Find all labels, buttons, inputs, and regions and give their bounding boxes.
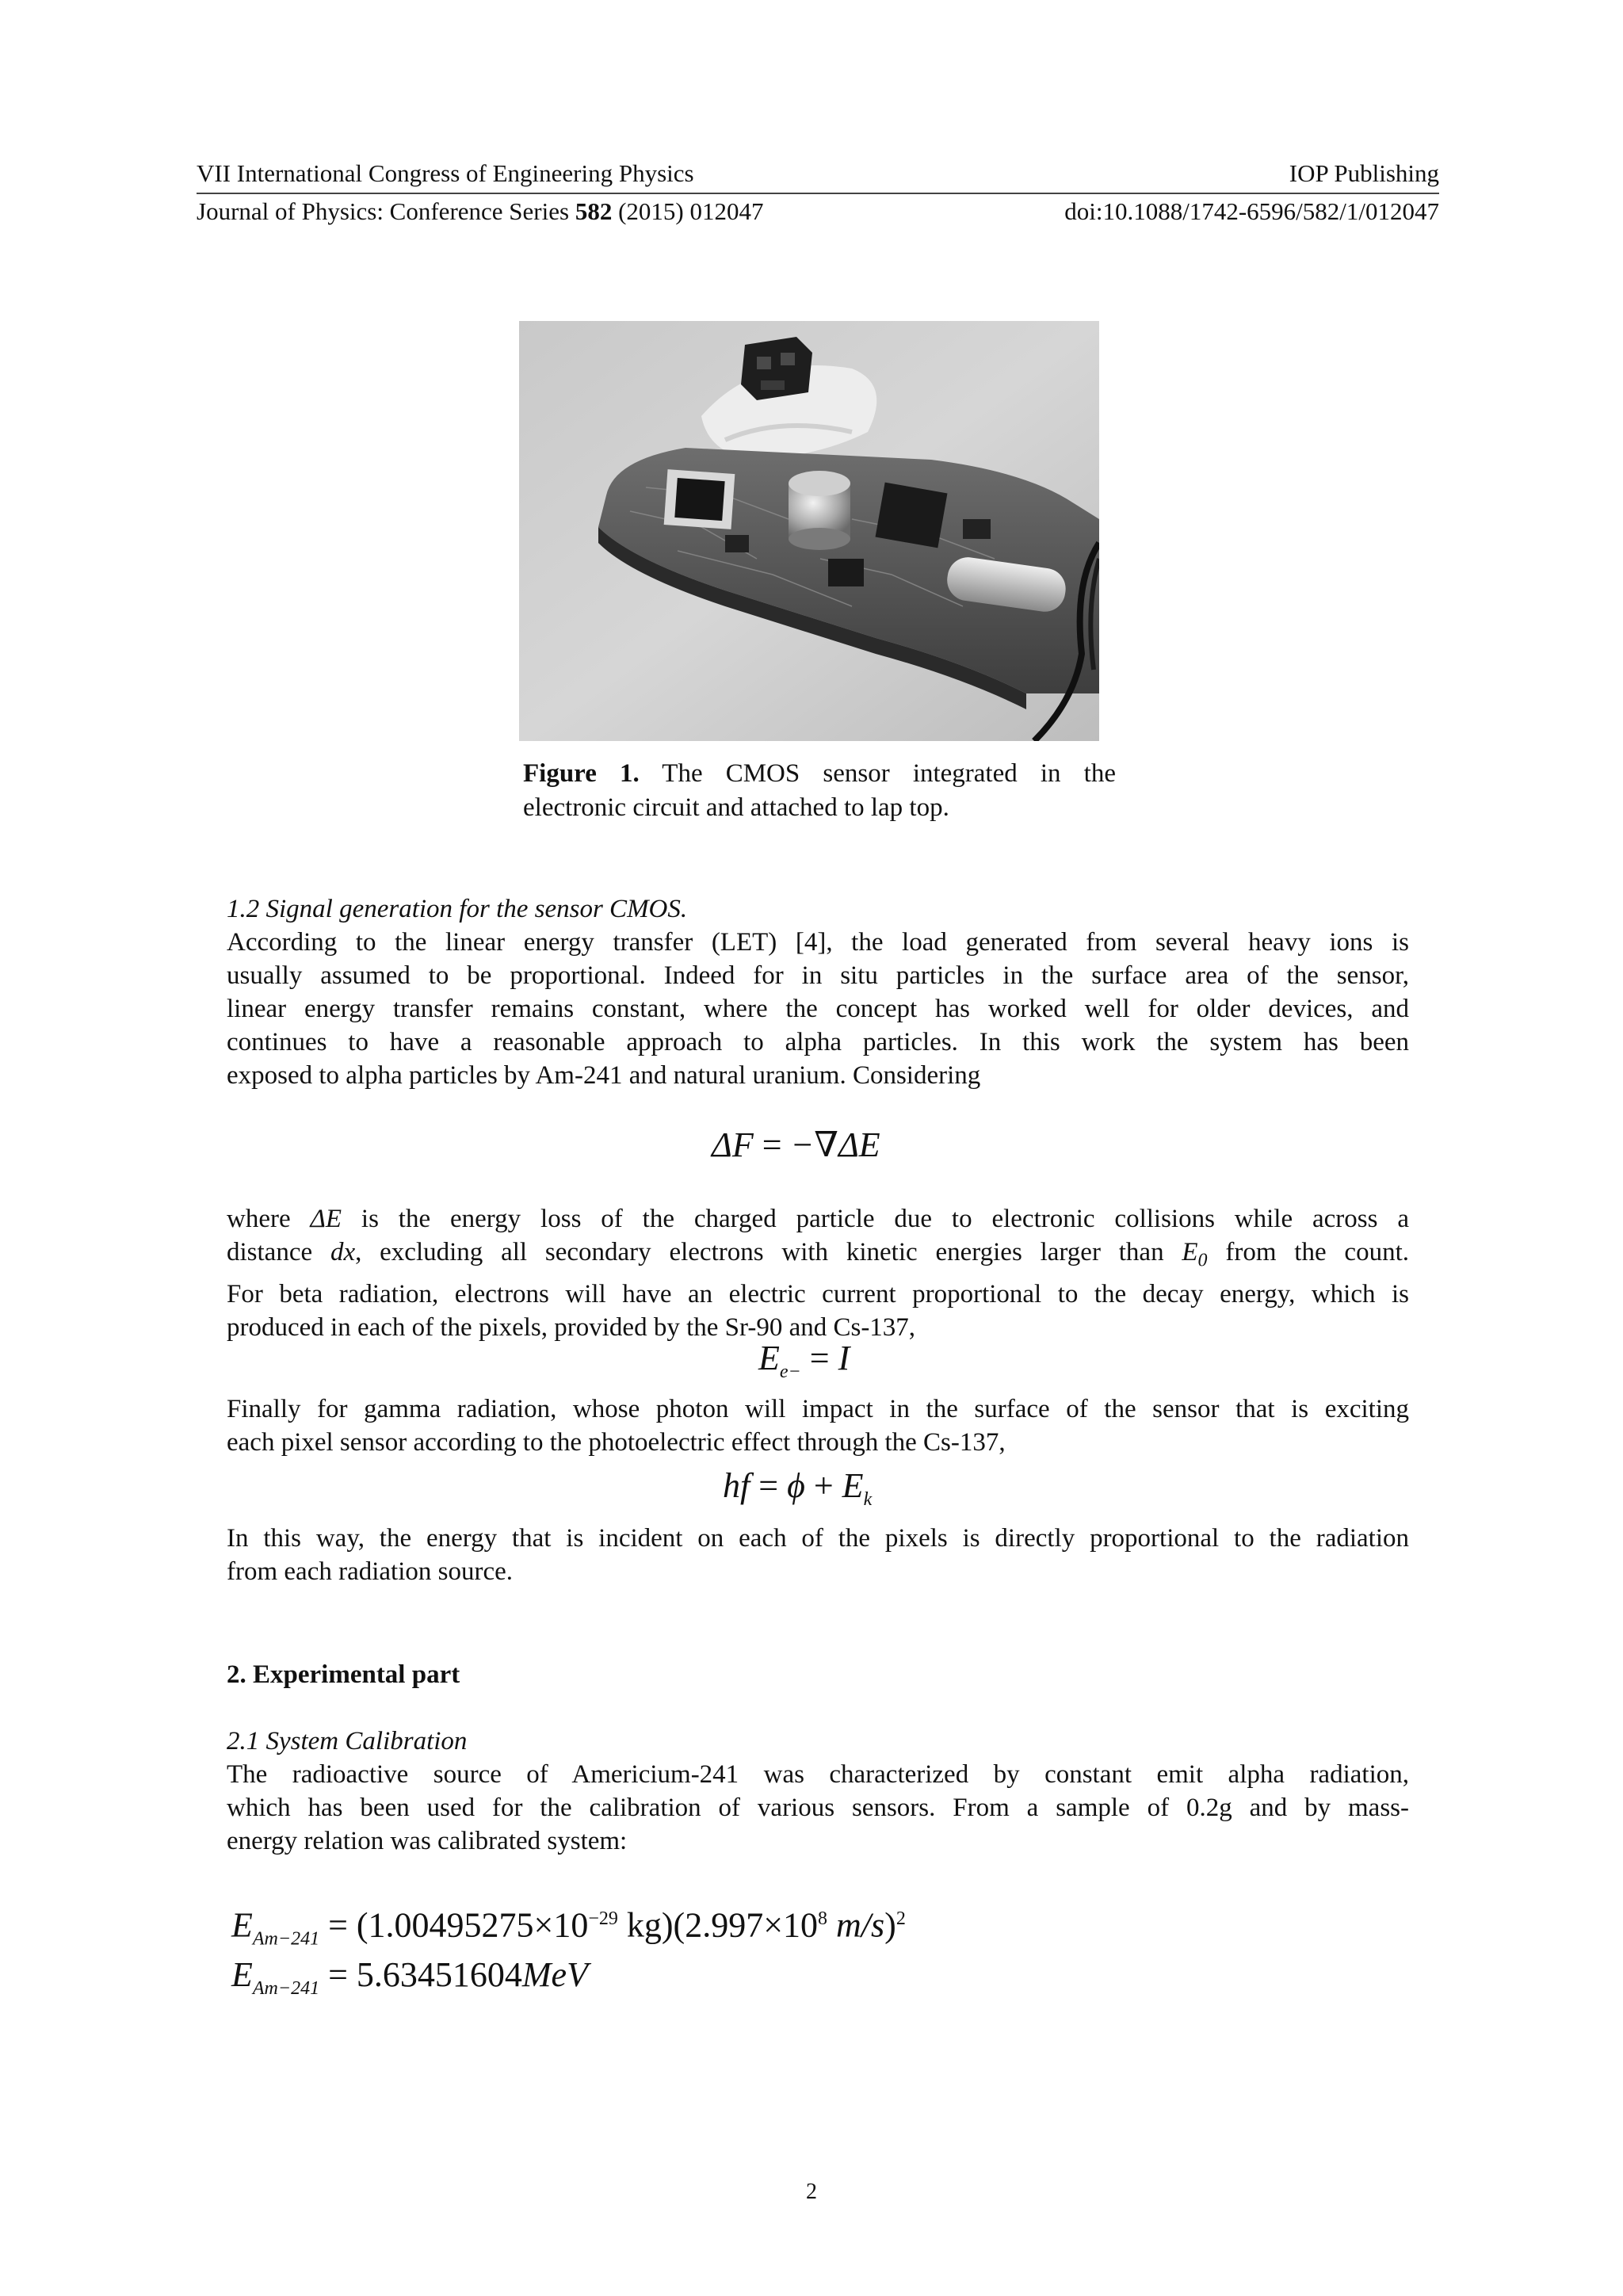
eq5-e: E xyxy=(231,1955,253,1994)
text-run: dx xyxy=(330,1238,356,1266)
caption-line-1: The CMOS sensor integrated in the xyxy=(662,759,1116,788)
paragraph-line: continues to have a reasonable approach to alpha particles. In this work the system has been xyxy=(227,1028,1409,1056)
figure-1-image xyxy=(519,321,1099,741)
eq3-e: E xyxy=(842,1466,864,1505)
eq4-subscript: Am−241 xyxy=(252,1928,320,1950)
eq3-phi: ϕ xyxy=(787,1466,805,1505)
paragraph-line: In this way, the energy that is incident on each of the pixels is directly proportional to the radiation xyxy=(227,1524,1409,1553)
paragraph-line: exposed to alpha particles by Am-241 and natural uranium. Considering xyxy=(227,1061,981,1090)
paragraph-line: which has been used for the calibration of various sensors. From a sample of 0.2g and by mass- xyxy=(227,1794,1409,1822)
eq4-exponent: −29 xyxy=(588,1908,618,1929)
paragraph-line: usually assumed to be proportional. Indeed for in situ particles in the surface area of the sensor, xyxy=(227,961,1409,990)
paragraph-line: For beta radiation, electrons will have an electric current proportional to the decay energy, which is xyxy=(227,1279,1409,1308)
header-rule xyxy=(197,193,1439,194)
section-1-2-paragraph xyxy=(227,926,1409,1092)
journal-prefix: Journal of Physics: Conference Series xyxy=(197,197,575,225)
text-run: E xyxy=(1182,1238,1198,1266)
eq5-unit: MeV xyxy=(521,1955,588,1994)
eq2-subscript: e− xyxy=(779,1361,801,1382)
gamma-paragraph xyxy=(227,1392,1409,1459)
figure-1-caption xyxy=(523,757,1116,825)
text-run: from the count. xyxy=(1207,1238,1409,1266)
journal-suffix: (2015) 012047 xyxy=(612,197,764,225)
caption-line-2: electronic circuit and attached to lap top. xyxy=(523,793,949,822)
energy-paragraph xyxy=(227,1522,1409,1588)
eq4-exponent: 8 xyxy=(818,1908,828,1929)
publisher-name: IOP Publishing xyxy=(1289,159,1439,187)
eq1-rhs: −∇ΔE xyxy=(790,1125,880,1164)
figure-label: Figure 1. xyxy=(523,759,640,788)
section-1-2-title: 1.2 Signal generation for the sensor CMOS. xyxy=(227,895,688,923)
where-paragraph xyxy=(227,1202,1409,1344)
eq4-part: ) xyxy=(884,1905,896,1945)
eq2-lhs: E xyxy=(758,1339,780,1377)
journal-header xyxy=(197,197,1439,227)
paragraph-line xyxy=(227,1236,1409,1278)
text-run: ΔE xyxy=(310,1205,342,1233)
text-run: distance xyxy=(227,1238,330,1266)
running-header xyxy=(197,159,1439,189)
eq4-unit: m/s xyxy=(836,1905,885,1945)
journal-volume: 582 xyxy=(575,197,613,225)
paragraph-line: According to the linear energy transfer (LET) [4], the load generated from several heavy ions is xyxy=(227,928,1409,957)
doi: doi:10.1088/1742-6596/582/1/012047 xyxy=(1064,197,1439,225)
equation-4 xyxy=(231,1897,906,1960)
eq5-subscript: Am−241 xyxy=(252,1977,320,1999)
paragraph-line: The radioactive source of Americium-241 was characterized by constant emit alpha radiation, xyxy=(227,1760,1409,1789)
eq3-subscript: k xyxy=(863,1488,873,1510)
eq4-e: E xyxy=(231,1905,253,1945)
eq4-part: = (1.00495275×10 xyxy=(319,1905,589,1945)
eq3-lhs: hf xyxy=(723,1466,750,1505)
paragraph-line: energy relation was calibrated system: xyxy=(227,1827,628,1855)
eq1-lhs: ΔF xyxy=(712,1125,754,1164)
paragraph-line: produced in each of the pixels, provided by the Sr-90 and Cs-137, xyxy=(227,1312,916,1342)
section-2-title: 2. Experimental part xyxy=(227,1660,460,1689)
section-2-1-title: 2.1 System Calibration xyxy=(227,1727,468,1755)
paragraph-line: linear energy transfer remains constant, where the concept has worked well for older devices, and xyxy=(227,995,1409,1023)
page-number: 2 xyxy=(806,2179,817,2204)
paragraph-line: Finally for gamma radiation, whose photon will impact in the surface of the sensor that is exciting xyxy=(227,1395,1409,1423)
section-2-1-paragraph xyxy=(227,1758,1409,1858)
eq4-part xyxy=(827,1906,836,1945)
eq2-rhs: I xyxy=(838,1339,850,1377)
equation-3: hf = $\phi + E_k$ xyxy=(723,1466,873,1510)
paragraph-line: from each radiation source. xyxy=(227,1557,514,1586)
paragraph-line: each pixel sensor according to the photoelectric effect through the Cs-137, xyxy=(227,1428,1006,1457)
text-run: is the energy loss of the charged particle due to electronic collisions while across a xyxy=(342,1205,1409,1233)
eq4-part: kg)(2.997×10 xyxy=(617,1905,819,1945)
eq4-exponent: 2 xyxy=(896,1908,906,1929)
conference-name: VII International Congress of Engineering Physics xyxy=(197,159,694,187)
text-run: , excluding all secondary electrons with kinetic energies larger than xyxy=(355,1238,1182,1266)
equation-2: $E_{e-} = I$ xyxy=(758,1339,850,1382)
text-run: where xyxy=(227,1205,311,1233)
subscript: 0 xyxy=(1197,1250,1208,1271)
eq5-value: = 5.63451604 xyxy=(319,1955,522,1994)
paragraph-line xyxy=(227,1202,1409,1236)
equation-5 xyxy=(231,1954,588,2010)
equation-1: ΔF = −∇ΔE xyxy=(712,1125,880,1164)
